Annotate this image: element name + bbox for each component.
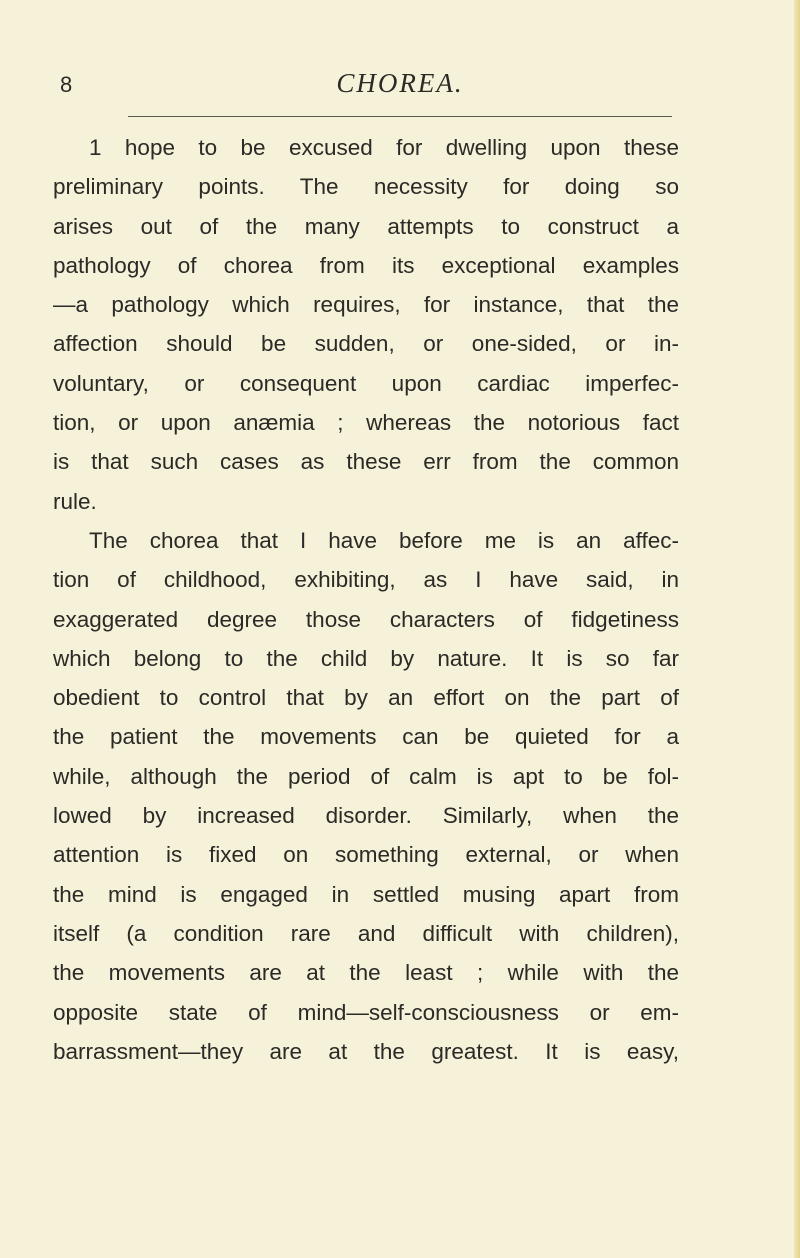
text-line: the patient the movements can be quieted for a	[53, 724, 679, 750]
text-line: exaggerated degree those characters of fidgetiness	[53, 606, 679, 632]
text-line: voluntary, or consequent upon cardiac imperfec-	[53, 370, 679, 396]
text-line: affection should be sudden, or one-sided, or in-	[53, 331, 679, 357]
text-line: The chorea that I have before me is an affec-	[89, 527, 679, 553]
text-line: tion, or upon anæmia ; whereas the notorious fact	[53, 410, 679, 436]
text-line: rule.	[53, 488, 97, 514]
page-edge	[794, 0, 800, 1258]
text-line: is that such cases as these err from the common	[53, 449, 679, 475]
header-rule	[128, 116, 672, 117]
text-line: tion of childhood, exhibiting, as I have said, in	[53, 567, 679, 593]
running-title: CHOREA.	[336, 68, 464, 98]
text-line: attention is fixed on something external, or when	[53, 842, 679, 868]
text-line: opposite state of mind—self-consciousness or em-	[53, 999, 679, 1025]
text-line: lowed by increased disorder. Similarly, when the	[53, 803, 679, 829]
text-line: itself (a condition rare and difficult with children),	[53, 920, 679, 946]
text-line: 1 hope to be excused for dwelling upon these	[89, 135, 679, 160]
text-line: obedient to control that by an effort on the part of	[53, 685, 679, 711]
body-text	[53, 128, 679, 1071]
text-line: —a pathology which requires, for instance, that the	[53, 292, 679, 318]
text-line: which belong to the child by nature. It is so far	[53, 645, 679, 671]
text-line: preliminary points. The necessity for doing so	[53, 174, 679, 200]
text-line: the movements are at the least ; while with the	[53, 960, 679, 986]
text-line: barrassment—they are at the greatest. It is easy,	[53, 1038, 679, 1064]
text-line: the mind is engaged in settled musing apart from	[53, 881, 679, 907]
page-number: 8	[60, 72, 73, 97]
text-line: while, although the period of calm is apt to be fol-	[53, 763, 679, 789]
text-line: pathology of chorea from its exceptional examples	[53, 252, 679, 278]
text-line: arises out of the many attempts to construct a	[53, 213, 679, 239]
